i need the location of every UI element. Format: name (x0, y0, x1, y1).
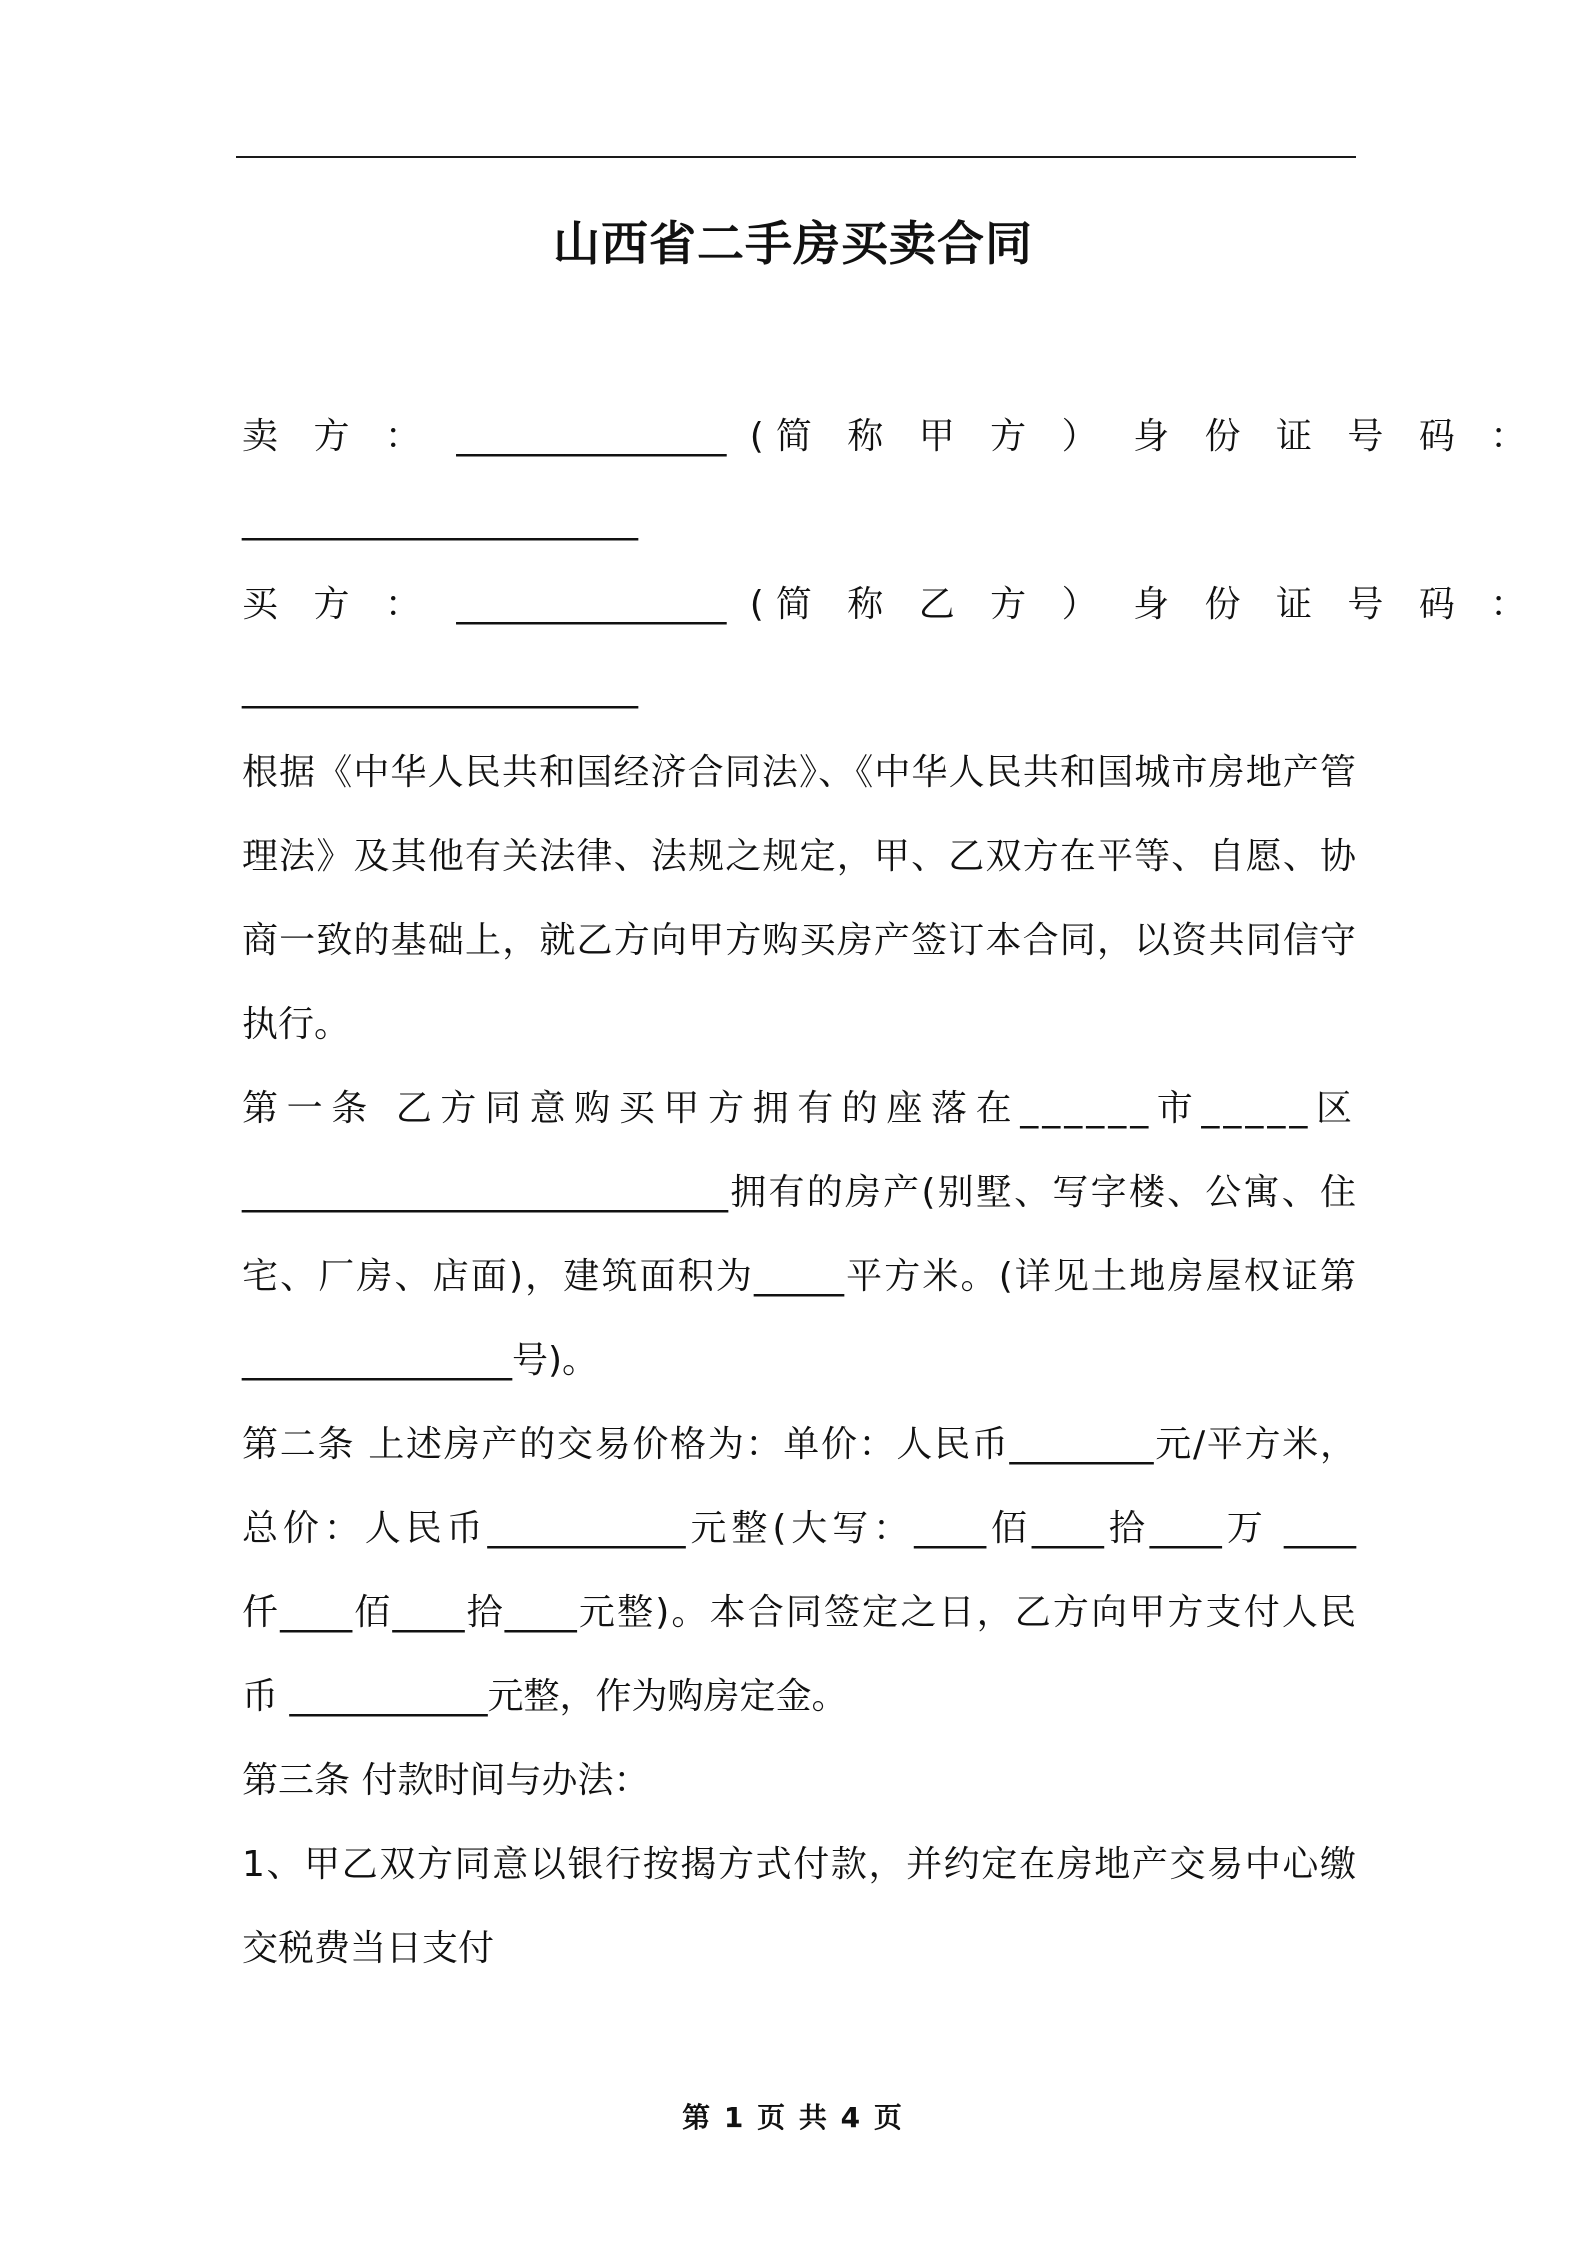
article3-heading: 第三条 付款时间与办法： (242, 1760, 650, 1801)
page-title: 山西省二手房买卖合同 (553, 217, 1033, 272)
seller-label: 卖 方 ： (242, 416, 433, 457)
buyer-alias: (简 称 乙 方 ） (749, 584, 1110, 625)
preamble-line: 根据《中华人民共和国经济合同法》、《中华人民共和国城市房地产管 (242, 752, 1356, 793)
preamble-line: 理法》及其他有关法律、法规之规定，甲、乙双方在平等、自愿、协 (242, 836, 1356, 877)
buyer-line (242, 563, 1539, 647)
page-number: 第 1 页 共 4 页 (682, 2101, 904, 2134)
seller-line (242, 395, 1539, 479)
article2-line: 币 ___________元整，作为购房定金。 (242, 1676, 848, 1717)
article1-line: 第一条 乙方同意购买甲方拥有的座落在______市_____区 (242, 1088, 1356, 1129)
preamble-line: 商一致的基础上，就乙方向甲方购买房产签订本合同，以资共同信守 (242, 920, 1356, 961)
buyer-id-blank-line (242, 647, 1356, 731)
contract-body (242, 395, 1539, 1991)
article3-item1-line: 1、甲乙双方同意以银行按揭方式付款，并约定在房地产交易中心缴 (242, 1844, 1356, 1885)
article2-line: 总价：人民币___________元整(大写：____佰____拾____万 ____ (242, 1508, 1356, 1549)
article3-item1-line: 交税费当日支付 (242, 1928, 495, 1969)
buyer-id-label: 身 份 证 号 码 ： (1133, 584, 1539, 625)
article2-line: 第二条 上述房产的交易价格为：单价：人民币________元/平方米， (242, 1424, 1356, 1465)
seller-id-label: 身 份 证 号 码 ： (1133, 416, 1539, 457)
buyer-label: 买 方 ： (242, 584, 433, 625)
buyer-name-blank: _______________ (456, 584, 727, 625)
buyer-id-blank: ______________________ (242, 668, 638, 709)
seller-name-blank: _______________ (456, 416, 727, 457)
article2-line: 仟____佰____拾____元整)。本合同签定之日，乙方向甲方支付人民 (242, 1592, 1356, 1633)
seller-id-blank: ______________________ (242, 500, 638, 541)
header-rule (236, 156, 1356, 158)
seller-alias: (简 称 甲 方 ） (749, 416, 1110, 457)
article1-line: 宅、厂房、店面)，建筑面积为_____平方米。(详见土地房屋权证第 (242, 1256, 1356, 1297)
seller-id-blank-line (242, 479, 1356, 563)
article1-line: _______________号)。 (242, 1340, 599, 1381)
article1-line: ___________________________拥有的房产(别墅、写字楼、公寓、住 (242, 1172, 1356, 1213)
preamble-line: 执行。 (242, 1004, 351, 1045)
